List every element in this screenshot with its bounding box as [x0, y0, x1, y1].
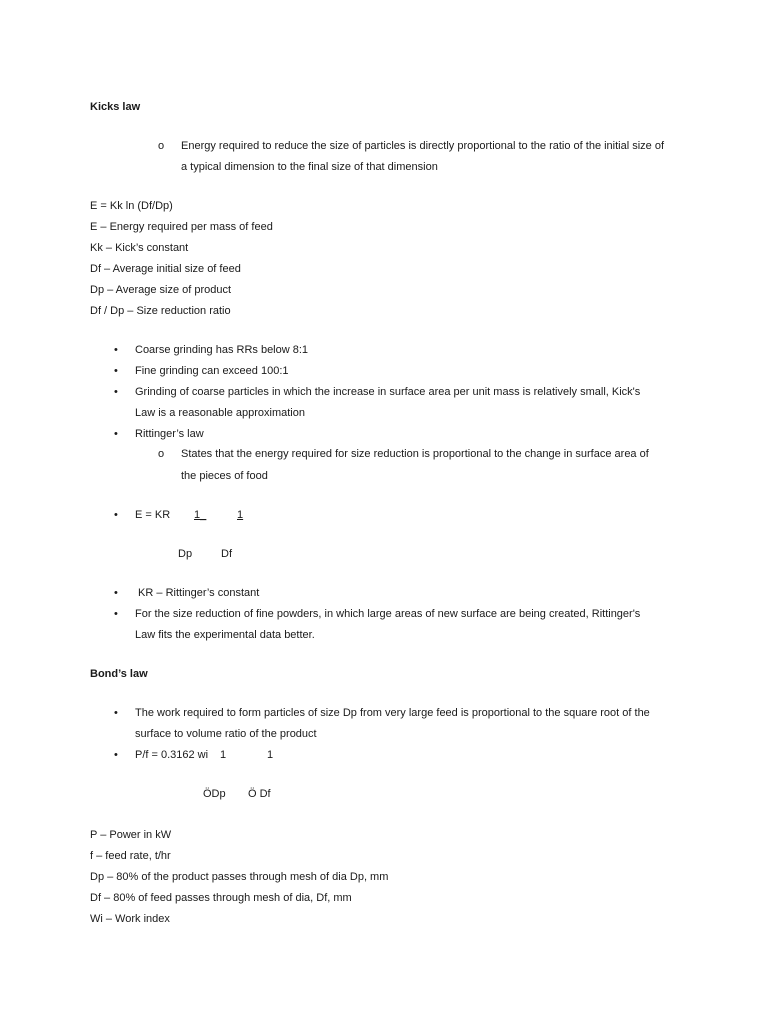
bullet-dot: • [114, 428, 118, 440]
kicks-law-heading: Kicks law [90, 101, 141, 113]
bond-work-required-line1: The work required to form particles of size Dp from very large feed is proportional to the square root of the [135, 707, 650, 719]
bullet-dot: • [114, 509, 118, 521]
bond-def-work-index: Wi – Work index [90, 913, 170, 925]
circle-bullet: o [158, 140, 165, 152]
bullet-fine-grinding: Fine grinding can exceed 100:1 [135, 365, 289, 377]
bullet-rittingers-law: Rittinger’s law [135, 428, 204, 440]
rittinger-formula-numerator-2: 1 [237, 509, 244, 521]
circle-bullet: o [158, 448, 165, 460]
rittinger-formula-denominator-1: Dp [178, 548, 193, 560]
bullet-dot: • [114, 707, 118, 719]
rittinger-formula-numerator-1: 1_ [194, 509, 207, 521]
bond-formula-denominator-2: Ö Df [248, 788, 271, 800]
kicks-intro-line1: Energy required to reduce the size of particles is directly proportional to the ratio of the initial size of [181, 140, 665, 152]
bond-formula-numerator-1: 1 [220, 749, 227, 761]
bond-formula-lhs: P/f = 0.3162 wi [135, 749, 209, 761]
kicks-formula: E = Kk ln (Df/Dp) [90, 200, 173, 212]
bond-def-power: P – Power in kW [90, 829, 172, 841]
bond-def-feed-rate: f – feed rate, t/hr [90, 850, 171, 862]
bond-formula-numerator-2: 1 [267, 749, 274, 761]
bullet-dot: • [114, 386, 118, 398]
bullet-dot: • [114, 608, 118, 620]
bullet-coarse-grinding: Coarse grinding has RRs below 8:1 [135, 344, 309, 356]
bullet-dot: • [114, 344, 118, 356]
kicks-intro-line2: a typical dimension to the final size of that dimension [181, 161, 438, 173]
bonds-law-heading: Bond’s law [90, 668, 148, 680]
kicks-def-constant: Kk – Kick’s constant [90, 242, 189, 254]
bullet-fine-powders-line2: Law fits the experimental data better. [135, 629, 315, 641]
bond-def-dp: Dp – 80% of the product passes through mesh of dia Dp, mm [90, 871, 389, 883]
bullet-kr-constant: KR – Rittinger’s constant [135, 587, 260, 599]
bullet-dot: • [114, 749, 118, 761]
bullet-grinding-coarse-line1: Grinding of coarse particles in which the increase in surface area per unit mass is relatively small, Kick's [135, 386, 641, 398]
kicks-def-df: Df – Average initial size of feed [90, 263, 241, 275]
rittinger-formula-denominator-2: Df [221, 548, 232, 560]
rittinger-desc-line2: the pieces of food [181, 470, 268, 482]
bond-work-required-line2: surface to volume ratio of the product [135, 728, 317, 740]
bullet-dot: • [114, 587, 118, 599]
rittinger-formula-lhs: E = KR [135, 509, 171, 521]
bullet-dot: • [114, 365, 118, 377]
bond-formula-denominator-1: ÖDp [203, 788, 226, 800]
bond-def-df: Df – 80% of feed passes through mesh of dia, Df, mm [90, 892, 352, 904]
kicks-def-ratio: Df / Dp – Size reduction ratio [90, 305, 231, 317]
rittinger-desc-line1: States that the energy required for size reduction is proportional to the change in surface area of [181, 448, 649, 460]
bullet-grinding-coarse-line2: Law is a reasonable approximation [135, 407, 305, 419]
kicks-def-dp: Dp – Average size of product [90, 284, 232, 296]
kicks-def-energy: E – Energy required per mass of feed [90, 221, 273, 233]
bullet-fine-powders-line1: For the size reduction of fine powders, in which large areas of new surface are being created, Rittinger's [135, 608, 641, 620]
